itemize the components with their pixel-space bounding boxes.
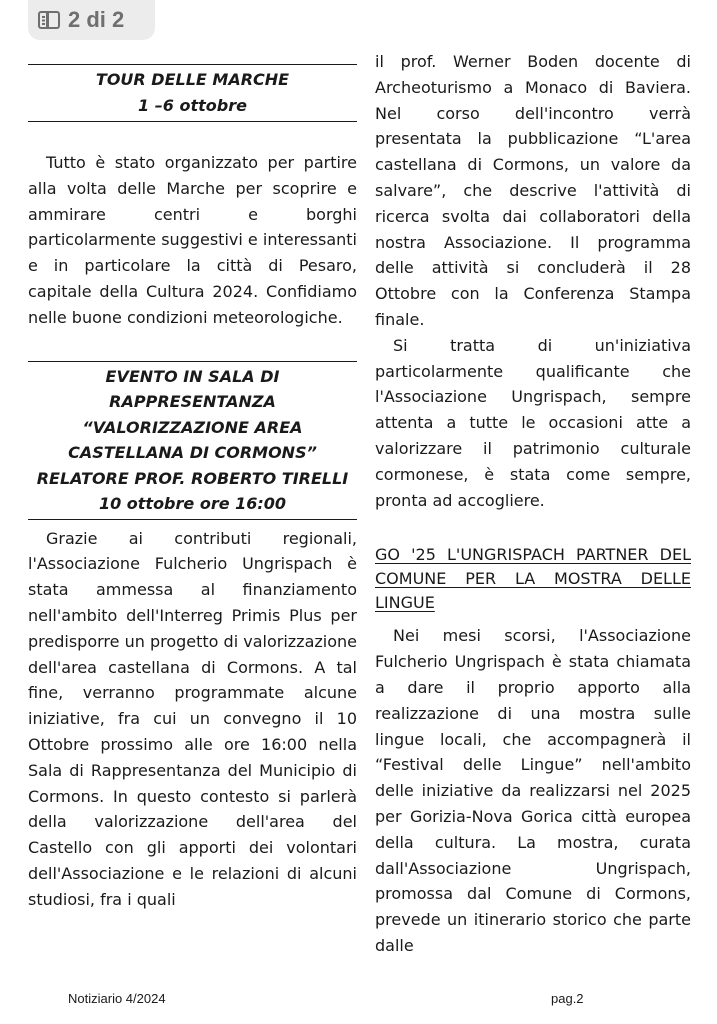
evento-date: 10 ottobre ore 16:00 <box>98 494 287 514</box>
rule-evento-bottom <box>28 519 357 520</box>
tour-dates: 1 –6 ottobre <box>138 95 247 115</box>
page-indicator[interactable] <box>28 0 155 40</box>
tour-title: TOUR DELLE MARCHE <box>95 70 290 89</box>
go25-title: GO '25 L'UNGRISPACH PARTNER DEL COMUNE PER LA MOSTRA DELLE LINGUE <box>375 545 691 613</box>
page-indicator-label: 2 di 2 <box>68 7 125 32</box>
continuation-paragraph: il prof. Werner Boden docente di Archeoturismo a Monaco di Baviera. Nel corso dell'incontro verrà presentata la pubblicazione “L'area castellana di Cormons, un valore da salvare”, che descrive l'attività di ricerca svolta dai collaboratori della nostra Associazione. Il programma delle attività si concluderà il 28 Ottobre con la Conferenza Stampa finale. <box>375 52 691 329</box>
evento-line1: EVENTO IN SALA DI <box>105 366 280 386</box>
footer-issue: Notiziario 4/2024 <box>68 991 166 1006</box>
tour-body: Tutto è stato organizzato per partire alla volta delle Marche per scoprire e ammirare centri e borghi particolarmente suggestivi e interessanti e in particolare la città di Pesaro, capitale della Cultura 2024. Confidiamo nelle buone condizioni meteorologiche. <box>28 153 357 327</box>
evento-line4: CASTELLANA DI CORMONS” <box>68 443 317 463</box>
footer-page: pag.2 <box>551 991 584 1006</box>
evento-line2: RAPPRESENTANZA <box>109 392 276 412</box>
rule-tour-bottom <box>28 121 357 122</box>
tour-heading <box>28 65 357 121</box>
left-column <box>28 48 357 913</box>
evento-body: Grazie ai contributi regionali, l'Associazione Fulcherio Ungrispach è stata ammessa al finanziamento nell'ambito dell'Interreg Primis Plus per predisporre un progetto di valorizzazione dell'area castellana di Cormons. A tal fine, verranno programmate alcune iniziative, fra cui un convegno il 10 Ottobre prossimo alle ore 16:00 nella Sala di Rappresentanza del Municipio di Cormons. In questo contesto si parlerà della valorizzazione dell'area del Castello con gli apporti dei volontari dell'Associazione e le relazioni di alcuni studiosi, fra i quali <box>28 528 357 909</box>
evento-line3: “VALORIZZAZIONE AREA <box>82 417 303 437</box>
evento-line5: RELATORE PROF. ROBERTO TIRELLI <box>36 468 349 488</box>
right-column <box>375 49 691 959</box>
page-thumbnail-icon <box>38 11 60 29</box>
second-paragraph: Si tratta di un'iniziativa particolarmente qualificante che l'Associazione Ungrispach, sempre attenta a tutte le occasioni atte a valorizzare il patrimonio culturale cormonese, è stata come sempre, pronta ad accogliere. <box>375 335 691 510</box>
evento-heading <box>28 362 357 519</box>
go25-body: Nei mesi scorsi, l'Associazione Fulcherio Ungrispach è stata chiamata a dare il proprio apporto alla realizzazione di una mostra sulle lingue locali, che accompagnerà il “Festival delle Lingue” nell'ambito delle iniziative da realizzarsi nel 2025 per Gorizia-Nova Gorica città europea della cultura. La mostra, curata dall'Associazione Ungrispach, promossa dal Comune di Cormons, prevede un itinerario storico che parte dalle <box>375 626 691 955</box>
